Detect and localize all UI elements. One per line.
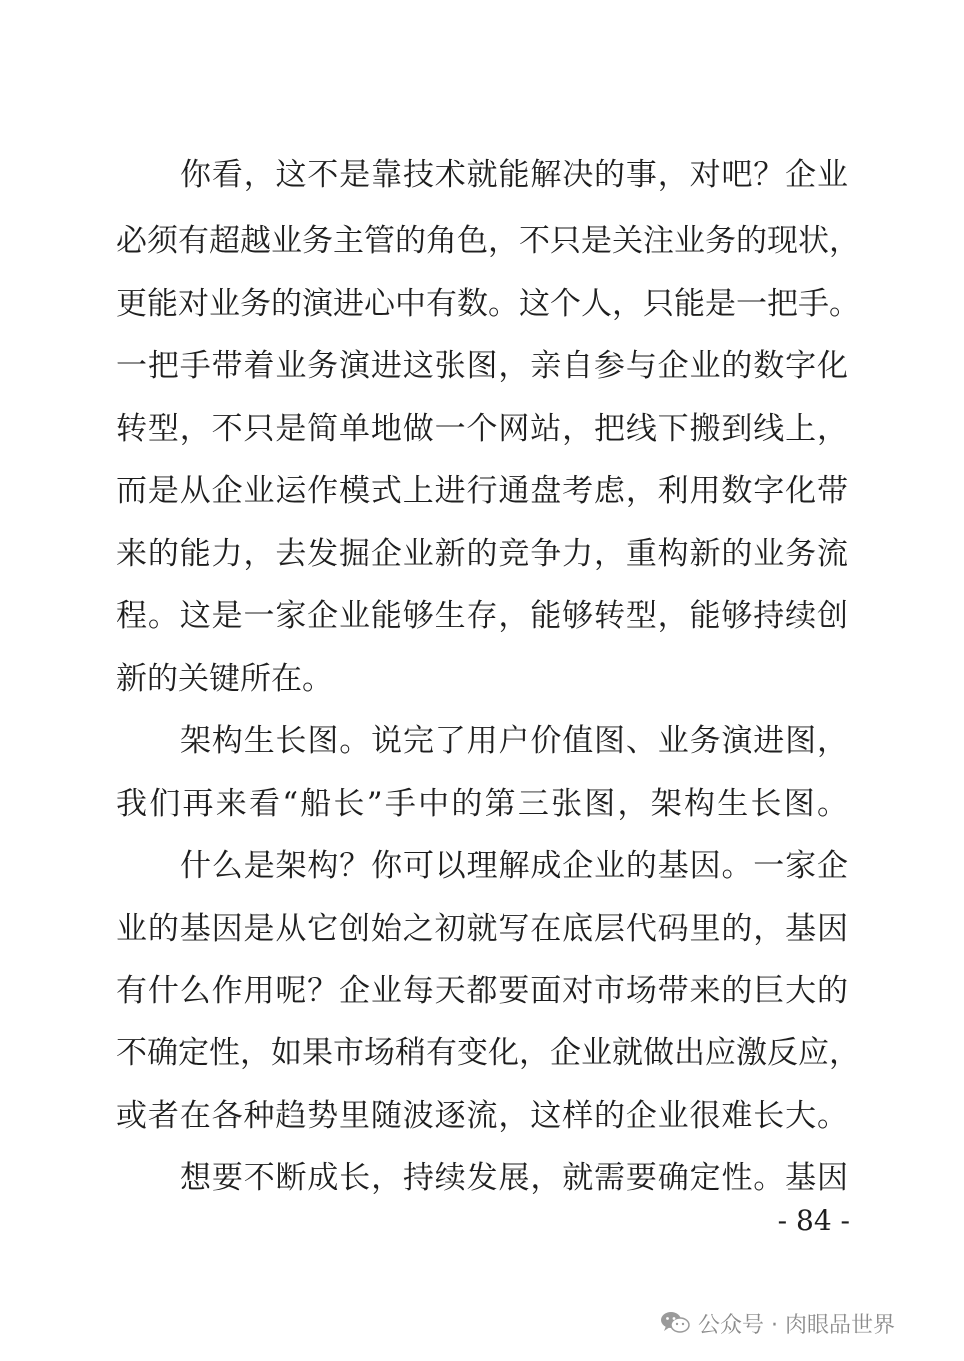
text-line: 你看，这不是靠技术就能解决的事，对吧？企业: [180, 157, 848, 193]
text-line: 架构生长图。说完了用户价值图、业务演进图，: [180, 723, 848, 759]
watermark-text: 公众号 · 肉眼品世界: [698, 1312, 895, 1338]
text-line: 想要不断成长，持续发展，就需要确定性。基因: [180, 1160, 848, 1196]
text-line: 一把手带着业务演进这张图，亲自参与企业的数字化: [116, 348, 848, 384]
watermark: [660, 1304, 895, 1342]
text-line: 业的基因是从它创始之初就写在底层代码里的，基因: [116, 911, 848, 947]
text-line: 转型，不只是简单地做一个网站，把线下搬到线上，: [116, 411, 848, 447]
wechat-icon: [660, 1310, 690, 1336]
page-number: - 84 -: [777, 1204, 850, 1237]
text-line: 更能对业务的演进心中有数。这个人，只能是一把手。: [116, 286, 860, 322]
text-line: 来的能力，去发掘企业新的竞争力，重构新的业务流: [116, 536, 848, 572]
text-line: 什么是架构？你可以理解成企业的基因。一家企: [180, 848, 848, 884]
text-line: 程。这是一家企业能够生存，能够转型，能够持续创: [116, 598, 848, 634]
text-line: 而是从企业运作模式上进行通盘考虑，利用数字化带: [116, 473, 848, 509]
text-line: 有什么作用呢？企业每天都要面对市场带来的巨大的: [116, 973, 848, 1009]
text-line: 或者在各种趋势里随波逐流，这样的企业很难长大。: [116, 1098, 848, 1134]
text-line: 不确定性，如果市场稍有变化，企业就做出应激反应，: [116, 1035, 860, 1071]
text-line: 新的关键所在。: [116, 661, 333, 697]
text-line: 我们再来看“船长”手中的第三张图，架构生长图。: [116, 786, 848, 822]
text-line: 必须有超越业务主管的角色，不只是关注业务的现状，: [116, 223, 860, 259]
